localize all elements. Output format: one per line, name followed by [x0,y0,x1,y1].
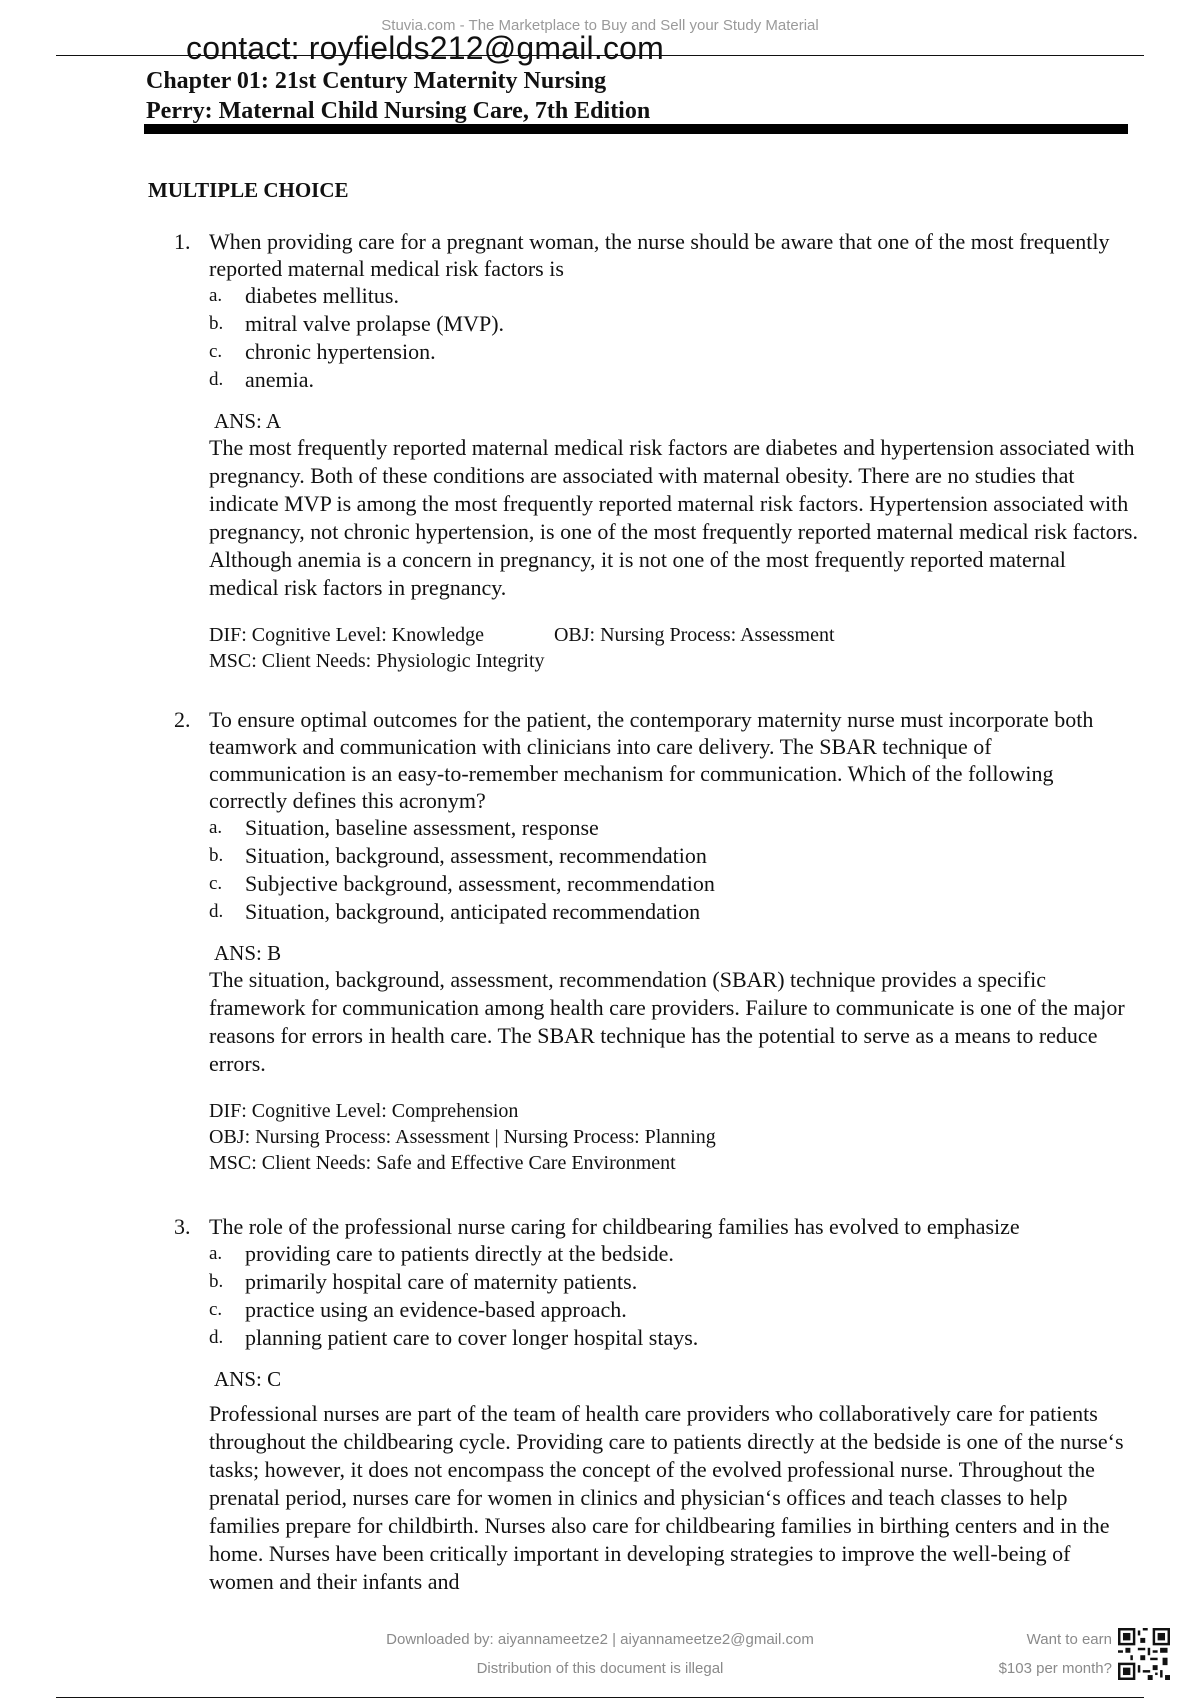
option-text: mitral valve prolapse (MVP). [245,311,505,336]
option-letter: a. [209,1243,223,1264]
option-letter: b. [209,1271,224,1292]
rationale: Professional nurses are part of the team of health care providers who collaboratively care for patients throughout the childbearing cycle. Providing care to patients directly at the bedside is one of the nurse‘s tasks; however, it does not encompass the concept of the evolved professional nurse. Throughout the prenatal period, nurses care for women in clinics and physician‘s offices and teach classes to help families prepare for childbirth. Nurses also care for childbearing families in birthing centers and in the home. Nurses have been critically important in developing strategies to improve the well-being of women and their infants and [209,1401,1124,1594]
option-text: planning patient care to cover longer hospital stays. [245,1325,699,1350]
option-b [0,842,1200,870]
option-a [0,282,1200,310]
client-needs: MSC: Client Needs: Physiologic Integrity [209,650,545,672]
chapter-title: Chapter 01: 21st Century Maternity Nursing [146,68,607,94]
option-b [0,1268,1200,1296]
contact-watermark: contact: royfields212@gmail.com [186,30,664,66]
option-a [0,1240,1200,1268]
rationale: The most frequently reported maternal medical risk factors are diabetes and hypertension associated with pregnancy. Both of these conditions are associated with maternal obesity. There are no studies that indicate MVP is among the most frequently reported maternal risk factors. Hypertension associated with pregnancy, not chronic hypertension, is one of the most frequently reported maternal medical risk factors. Although anemia is a concern in pregnancy, it is not one of the most frequently reported maternal medical risk factors in pregnancy. [209,435,1138,600]
option-text: practice using an evidence-based approach. [245,1297,627,1322]
option-letter: b. [209,313,224,334]
qr-code-icon[interactable] [1118,1628,1170,1680]
difficulty: DIF: Cognitive Level: Comprehension [209,1100,519,1122]
client-needs: MSC: Client Needs: Safe and Effective Care Environment [209,1152,676,1174]
option-c [0,870,1200,898]
distribution-notice: Distribution of this document is illegal [476,1660,724,1677]
question-stem [0,1213,1200,1240]
option-d [0,366,1200,394]
answer-key: ANS: B [214,941,282,965]
option-c [0,1296,1200,1324]
document-title [146,66,650,126]
option-text: Situation, baseline assessment, response [245,815,599,840]
meta-row [0,622,1200,648]
objective: OBJ: Nursing Process: Assessment [553,624,835,646]
option-text: diabetes mellitus. [245,283,399,308]
bottom-rule [56,1697,1144,1698]
option-letter: d. [209,369,224,390]
option-letter: a. [209,285,223,306]
answer-key: ANS: C [214,1367,282,1391]
question-stem [0,228,1200,282]
option-text: Situation, background, anticipated recommendation [245,899,701,924]
stuvia-watermark: Stuvia.com - The Marketplace to Buy and Sell your Study Material [381,17,819,34]
option-letter: a. [209,817,223,838]
option-letter: c. [209,873,223,894]
option-letter: d. [209,1327,224,1348]
option-text: chronic hypertension. [245,339,436,364]
option-letter: b. [209,845,224,866]
difficulty: DIF: Cognitive Level: Knowledge [209,624,484,646]
question-text: To ensure optimal outcomes for the patient, the contemporary maternity nurse must incorporate both teamwork and communication with clinicians into care delivery. The SBAR technique of communication is an easy-to-remember mechanism for communication. Which of the following correctly defines this acronym? [209,707,1094,813]
answer-options [0,814,1200,926]
question-text: The role of the professional nurse caring for childbearing families has evolved to emphasize [209,1214,1020,1239]
option-b [0,310,1200,338]
question-1 [0,228,1200,674]
answer-key: ANS: A [214,409,282,433]
earn-promo-amount[interactable]: $103 per month? [998,1660,1112,1677]
question-number: 3. [174,1214,191,1239]
question-2 [0,706,1200,1176]
answer-options [0,282,1200,394]
option-text: providing care to patients directly at the bedside. [245,1241,674,1266]
download-notice: Downloaded by: aiyannameetze2 | aiyannameetze2@gmail.com [386,1631,814,1648]
option-letter: d. [209,901,224,922]
question-number: 2. [174,707,191,732]
question-text: When providing care for a pregnant woman, the nurse should be aware that one of the most frequently reported maternal medical risk factors is [209,229,1110,281]
option-text: Situation, background, assessment, recommendation [245,843,707,868]
question-number: 1. [174,229,191,254]
section-heading: MULTIPLE CHOICE [148,178,349,202]
title-divider [144,124,1128,134]
option-letter: c. [209,1299,223,1320]
question-stem [0,706,1200,814]
option-d [0,898,1200,926]
option-text: primarily hospital care of maternity patients. [245,1269,638,1294]
answer-options [0,1240,1200,1352]
option-text: Subjective background, assessment, recommendation [245,871,715,896]
option-letter: c. [209,341,223,362]
option-c [0,338,1200,366]
book-title: Perry: Maternal Child Nursing Care, 7th Edition [146,98,651,124]
question-3 [0,1213,1200,1596]
option-d [0,1324,1200,1352]
earn-promo-link[interactable]: Want to earn [1026,1631,1112,1648]
option-text: anemia. [245,367,315,392]
option-a [0,814,1200,842]
rationale: The situation, background, assessment, recommendation (SBAR) technique provides a specific framework for communication among health care providers. Failure to communicate is one of the major reasons for errors in health care. The SBAR technique has the potential to serve as a means to reduce errors. [209,967,1125,1076]
objective: OBJ: Nursing Process: Assessment | Nursing Process: Planning [209,1126,716,1148]
